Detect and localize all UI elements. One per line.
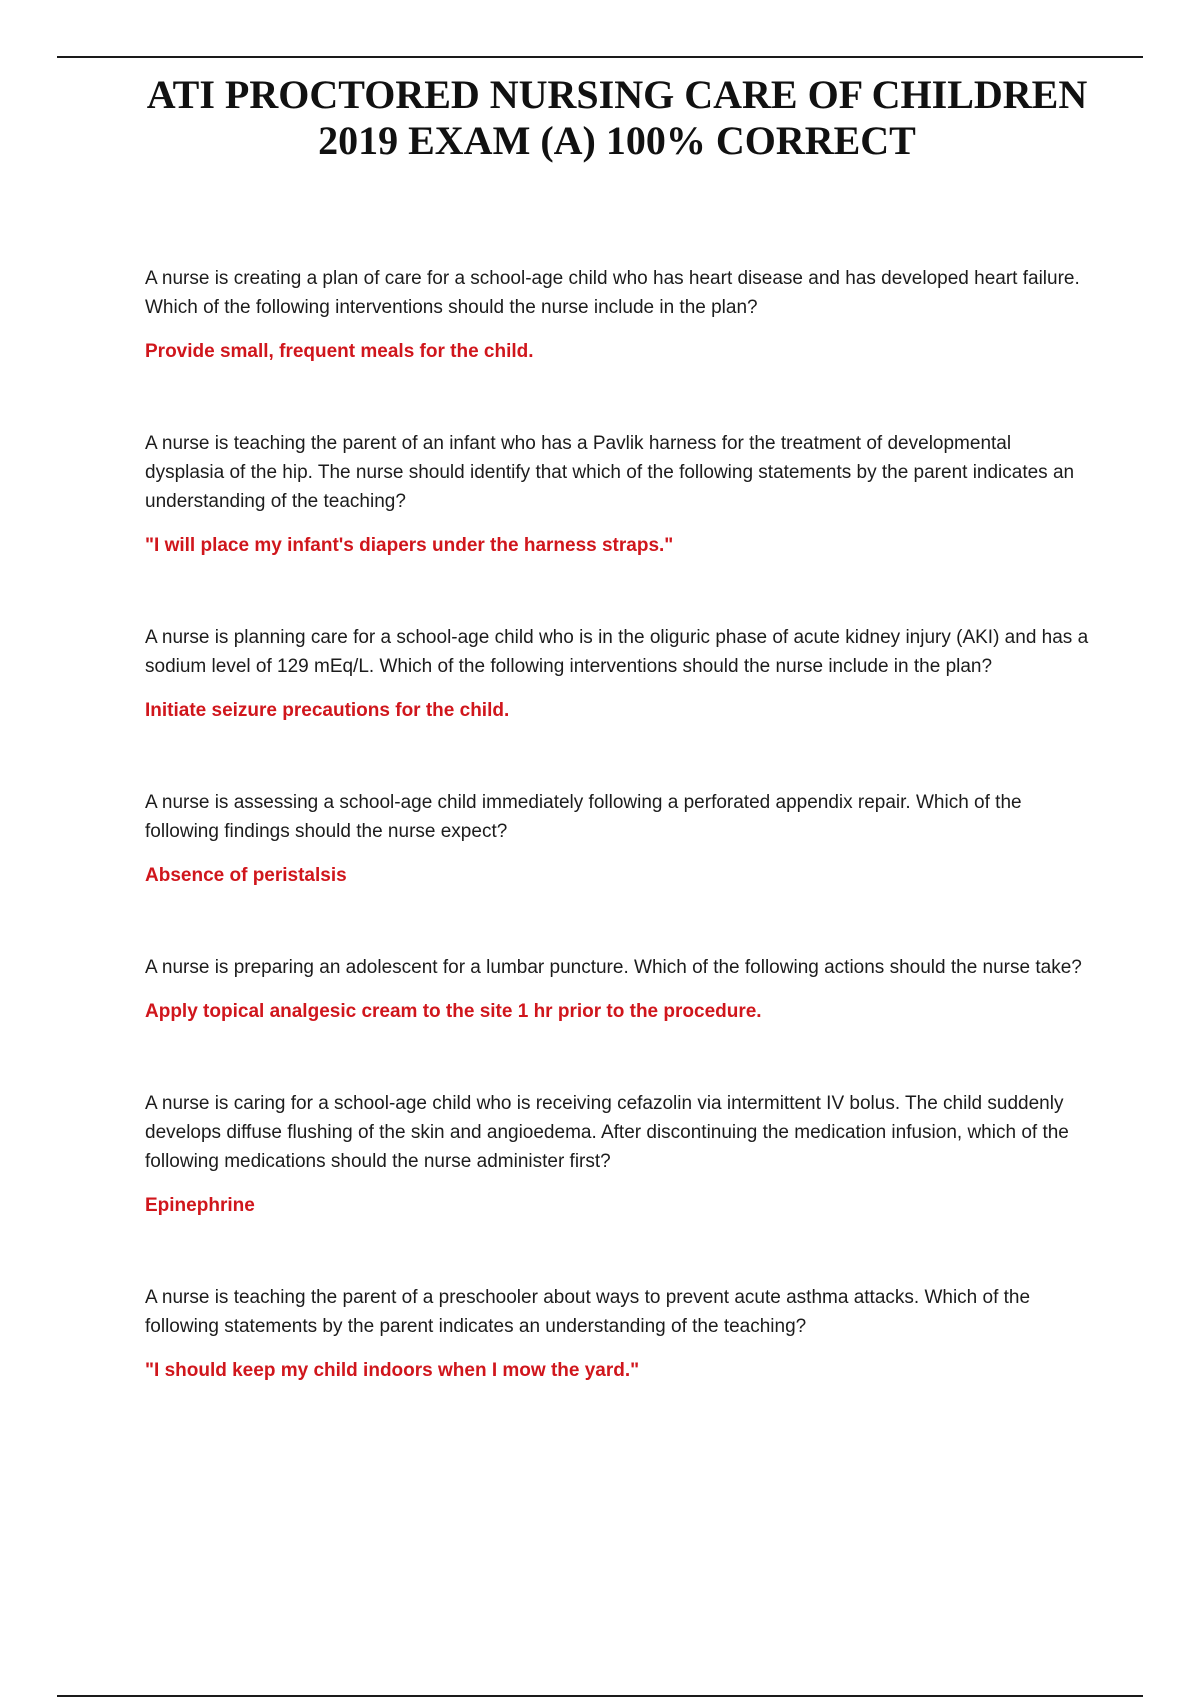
question-block xyxy=(145,264,1095,366)
question-text: A nurse is teaching the parent of an infant who has a Pavlik harness for the treatment of developmental dysplasia of the hip. The nurse should identify that which of the following statements by the parent indicates an understanding of the teaching? xyxy=(145,433,1075,512)
bottom-rule xyxy=(57,1695,1143,1697)
question-list xyxy=(145,264,1095,1385)
question-block xyxy=(145,429,1095,560)
question-text: A nurse is assessing a school-age child immediately following a perforated appendix repair. Which of the following findings should the nurse expect? xyxy=(145,792,1022,842)
answer-text: "I should keep my child indoors when I mow the yard." xyxy=(145,1360,640,1381)
title-line-1: ATI PROCTORED NURSING CARE OF CHILDREN xyxy=(146,72,1088,117)
question-block xyxy=(145,623,1095,725)
question-text: A nurse is caring for a school-age child who is receiving cefazolin via intermittent IV bolus. The child suddenly develops diffuse flushing of the skin and angioedema. After discontinuing the medication infusion, which of the following medications should the nurse administer first? xyxy=(145,1093,1069,1172)
answer-text: Initiate seizure precautions for the child. xyxy=(145,700,510,721)
question-text: A nurse is planning care for a school-age child who is in the oliguric phase of acute kidney injury (AKI) and has a sodium level of 129 mEq/L. Which of the following interventions should the nurse include in the plan? xyxy=(145,627,1089,677)
title-line-2: 2019 EXAM (A) 100% CORRECT xyxy=(318,118,916,163)
question-text: A nurse is preparing an adolescent for a lumbar puncture. Which of the following actions should the nurse take? xyxy=(145,957,1082,978)
question-text: A nurse is creating a plan of care for a school-age child who has heart disease and has developed heart failure. Which of the following interventions should the nurse include in the plan? xyxy=(145,268,1080,318)
answer-text: Epinephrine xyxy=(145,1195,255,1216)
answer-text: Apply topical analgesic cream to the site 1 hr prior to the procedure. xyxy=(145,1001,762,1022)
top-rule xyxy=(57,56,1143,58)
answer-text: Provide small, frequent meals for the child. xyxy=(145,341,534,362)
question-block xyxy=(145,1283,1095,1385)
question-block xyxy=(145,1089,1095,1220)
question-text: A nurse is teaching the parent of a preschooler about ways to prevent acute asthma attacks. Which of the following statements by the parent indicates an understanding of the teaching? xyxy=(145,1287,1031,1337)
page-title xyxy=(57,72,1177,164)
answer-text: Absence of peristalsis xyxy=(145,865,347,886)
question-block xyxy=(145,953,1095,1026)
answer-text: "I will place my infant's diapers under the harness straps." xyxy=(145,535,674,556)
question-block xyxy=(145,788,1095,890)
